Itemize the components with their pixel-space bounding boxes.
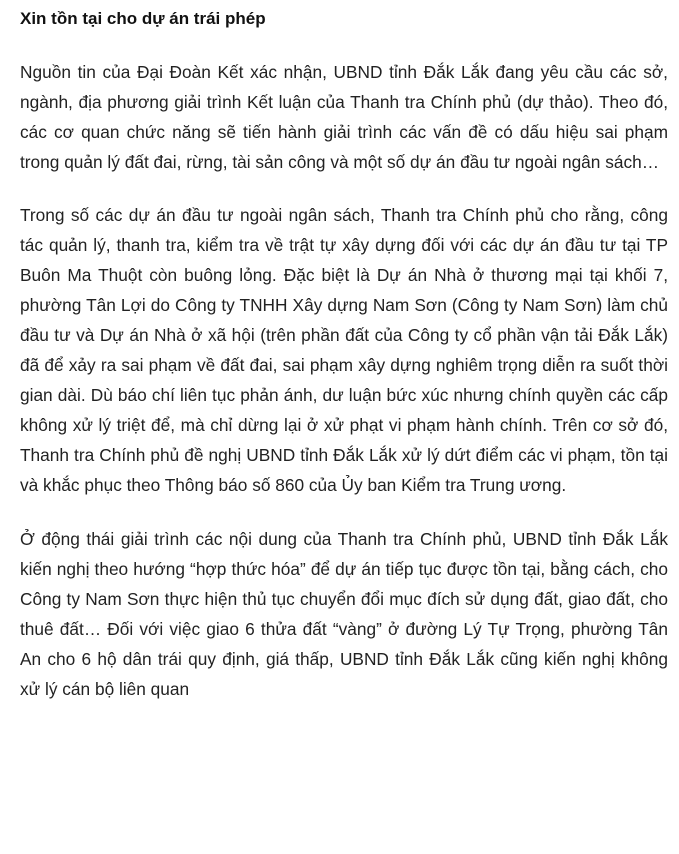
section-heading: Xin tồn tại cho dự án trái phép	[20, 9, 266, 28]
paragraph-1: Nguồn tin của Đại Đoàn Kết xác nhận, UBND tỉnh Đắk Lắk đang yêu cầu các sở, ngành, địa phương giải trình Kết luận của Thanh tra Chính phủ (dự thảo). Theo đó, các cơ quan chức năng sẽ tiến hành giải trình các vấn đề có dấu hiệu sai phạm trong quản lý đất đai, rừng, tài sản công và một số dự án đầu tư ngoài ngân sách…	[20, 62, 668, 172]
paragraph-3: Ở động thái giải trình các nội dung của Thanh tra Chính phủ, UBND tỉnh Đắk Lắk kiến nghị theo hướng “hợp thức hóa” để dự án tiếp tục được tồn tại, bằng cách, cho Công ty Nam Sơn thực hiện thủ tục chuyển đổi mục đích sử dụng đất, giao đất, cho thuê đất… Đối với việc giao 6 thửa đất “vàng” ở đường Lý Tự Trọng, phường Tân An cho 6 hộ dân trái quy định, giá thấp, UBND tỉnh Đắk Lắk cũng kiến nghị không xử lý cán bộ liên quan	[20, 529, 668, 699]
article-body	[20, 0, 668, 704]
paragraph-2: Trong số các dự án đầu tư ngoài ngân sách, Thanh tra Chính phủ cho rằng, công tác quản lý, thanh tra, kiểm tra về trật tự xây dựng đối với các dự án đầu tư tại TP Buôn Ma Thuột còn buông lỏng. Đặc biệt là Dự án Nhà ở thương mại tại khối 7, phường Tân Lợi do Công ty TNHH Xây dựng Nam Sơn (Công ty Nam Sơn) làm chủ đầu tư và Dự án Nhà ở xã hội (trên phần đất của Công ty cổ phần vận tải Đắk Lắk) đã để xảy ra sai phạm về đất đai, sai phạm xây dựng nghiêm trọng diễn ra suốt thời gian dài. Dù báo chí liên tục phản ánh, dư luận bức xúc nhưng chính quyền các cấp không xử lý triệt để, mà chỉ dừng lại ở xử phạt vi phạm hành chính. Trên cơ sở đó, Thanh tra Chính phủ đề nghị UBND tỉnh Đắk Lắk xử lý dứt điểm các vi phạm, tồn tại và khắc phục theo Thông báo số 860 của Ủy ban Kiểm tra Trung ương.	[20, 205, 668, 495]
